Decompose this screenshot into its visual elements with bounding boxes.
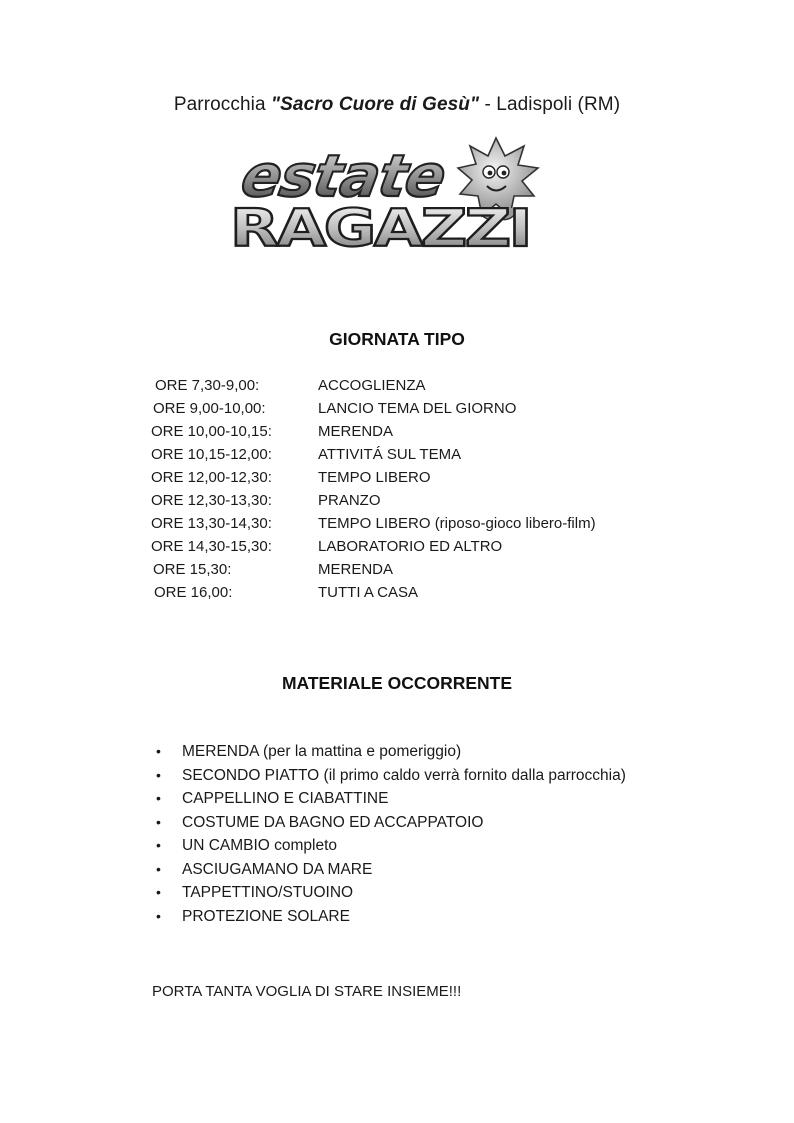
schedule-row bbox=[0, 515, 794, 538]
bullet-icon: • bbox=[156, 860, 161, 877]
header-suffix: - Ladispoli (RM) bbox=[479, 94, 621, 115]
logo-word-ragazzi bbox=[230, 199, 530, 254]
bullet-icon: • bbox=[156, 837, 161, 853]
list-item bbox=[0, 767, 794, 791]
schedule-activity: TUTTI A CASA bbox=[318, 584, 419, 601]
schedule-row bbox=[0, 400, 794, 423]
schedule-time: ORE 15,30: bbox=[153, 561, 232, 578]
list-item bbox=[0, 884, 794, 908]
material-item: MERENDA (per la mattina e pomeriggio) bbox=[182, 743, 462, 760]
schedule-time: ORE 7,30-9,00: bbox=[155, 377, 260, 394]
parish-header bbox=[0, 94, 794, 116]
list-item bbox=[0, 837, 794, 861]
schedule-time: ORE 12,00-12,30: bbox=[151, 469, 272, 486]
schedule-activity: MERENDA bbox=[318, 423, 394, 440]
schedule-time: ORE 10,15-12,00: bbox=[151, 446, 272, 463]
schedule-activity: TEMPO LIBERO (riposo-gioco libero-film) bbox=[318, 515, 596, 532]
materials-title: MATERIALE OCCORRENTE bbox=[281, 673, 513, 693]
schedule-activity: MERENDA bbox=[318, 561, 394, 578]
material-item: PROTEZIONE SOLARE bbox=[182, 907, 350, 925]
schedule-row bbox=[0, 469, 794, 492]
bullet-icon: • bbox=[156, 790, 161, 806]
header-prefix: Parrocchia bbox=[173, 94, 272, 115]
schedule-activity: ACCOGLIENZA bbox=[318, 377, 426, 394]
material-item: UN CAMBIO completo bbox=[182, 837, 338, 854]
schedule-row bbox=[0, 377, 794, 400]
bullet-icon: • bbox=[156, 766, 161, 783]
schedule-activity: ATTIVITÁ SUL TEMA bbox=[318, 446, 462, 463]
schedule-row bbox=[0, 492, 794, 515]
materials-list bbox=[0, 743, 794, 931]
schedule-activity: TEMPO LIBERO bbox=[318, 469, 431, 486]
daily-schedule bbox=[0, 377, 794, 607]
material-item: SECONDO PIATTO (il primo caldo verrà fornito dalla parrocchia) bbox=[182, 766, 626, 784]
schedule-row bbox=[0, 561, 794, 584]
schedule-row bbox=[0, 446, 794, 469]
material-item: CAPPELLINO E CIABATTINE bbox=[182, 790, 389, 807]
schedule-row bbox=[0, 423, 794, 446]
schedule-time: ORE 9,00-10,00: bbox=[153, 400, 266, 417]
schedule-time: ORE 10,00-10,15: bbox=[151, 423, 272, 440]
list-item bbox=[0, 790, 794, 814]
material-item: COSTUME DA BAGNO ED ACCAPPATOIO bbox=[182, 813, 484, 831]
material-item: TAPPETTINO/STUOINO bbox=[182, 884, 354, 901]
list-item bbox=[0, 743, 794, 767]
svg-text:RAGAZZI: RAGAZZI bbox=[230, 199, 530, 254]
bullet-icon: • bbox=[156, 743, 161, 759]
list-item bbox=[0, 908, 794, 932]
estate-ragazzi-logo bbox=[228, 134, 550, 254]
parish-name: "Sacro Cuore di Gesù" bbox=[271, 94, 480, 115]
bullet-icon: • bbox=[156, 884, 161, 900]
schedule-time: ORE 14,30-15,30: bbox=[151, 538, 272, 555]
schedule-time: ORE 16,00: bbox=[154, 584, 233, 601]
schedule-time: ORE 13,30-14,30: bbox=[151, 515, 272, 532]
list-item bbox=[0, 861, 794, 885]
schedule-time: ORE 12,30-13,30: bbox=[151, 492, 272, 509]
schedule-activity: LABORATORIO ED ALTRO bbox=[318, 538, 503, 555]
svg-text:estate: estate bbox=[236, 142, 451, 210]
schedule-row bbox=[0, 538, 794, 561]
schedule-activity: LANCIO TEMA DEL GIORNO bbox=[318, 400, 517, 417]
bullet-icon: • bbox=[156, 813, 161, 830]
list-item bbox=[0, 814, 794, 838]
schedule-activity: PRANZO bbox=[318, 492, 381, 509]
schedule-row bbox=[0, 584, 794, 607]
bullet-icon: • bbox=[156, 907, 161, 924]
closing-note: PORTA TANTA VOGLIA DI STARE INSIEME!!! bbox=[152, 983, 462, 1000]
schedule-title: GIORNATA TIPO bbox=[329, 329, 465, 349]
material-item: ASCIUGAMANO DA MARE bbox=[182, 860, 373, 878]
